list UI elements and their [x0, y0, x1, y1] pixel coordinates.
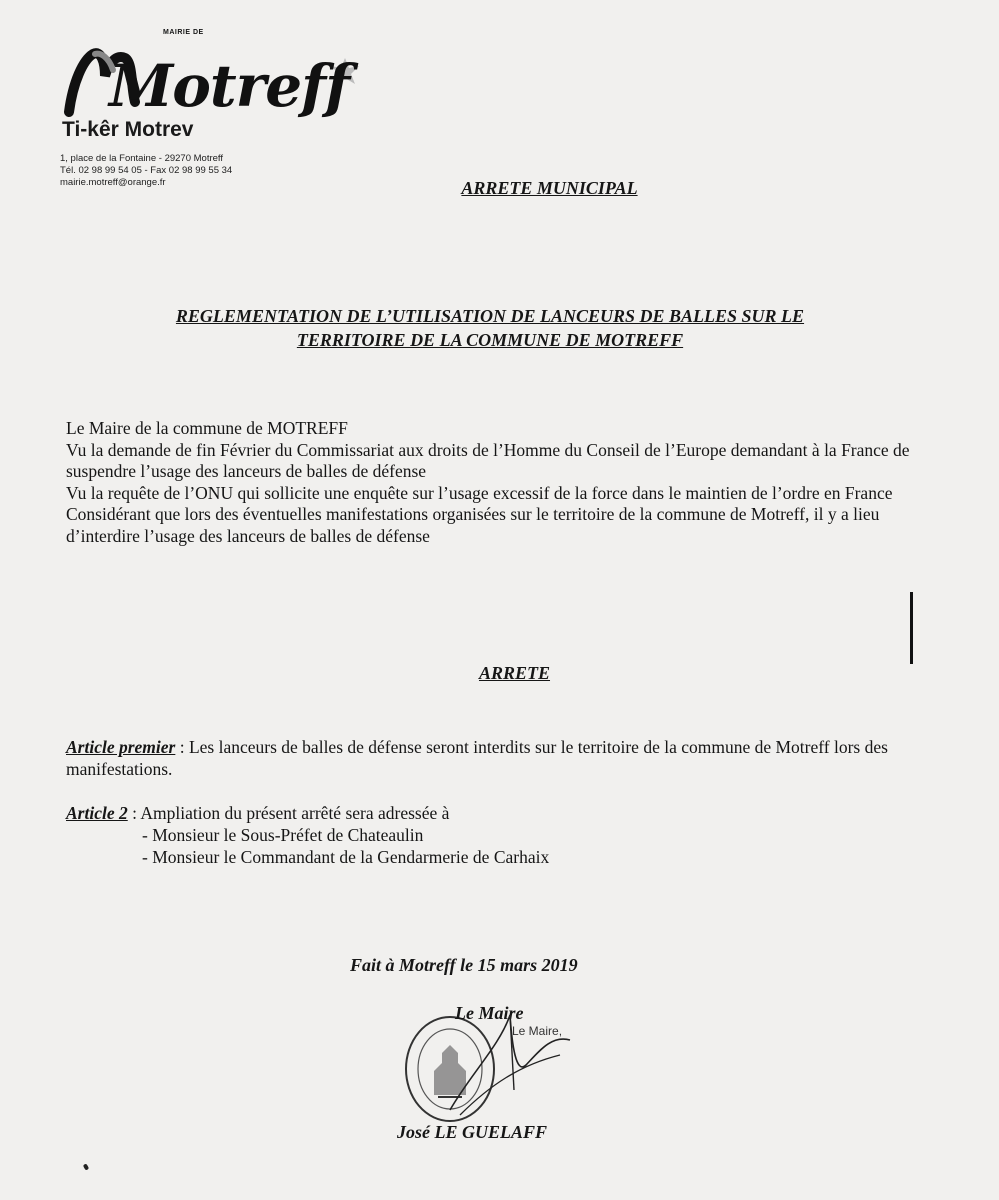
preamble-line: Considérant que lors des éventuelles manifestations organisées sur le territoire de la commune de Motreff, il y a lieu d’interdire l’usage des lanceurs de balles de défense	[66, 504, 880, 546]
phone-fax-line: Tél. 02 98 99 54 05 - Fax 02 98 99 55 34	[60, 165, 233, 176]
preamble-line: Le Maire de la commune de MOTREFF	[66, 418, 348, 438]
breton-town-name: Ti-kêr Motrev	[62, 118, 194, 141]
stamp-caption: Le Maire,	[512, 1024, 563, 1038]
place-and-date: Fait à Motreff le 15 mars 2019	[350, 955, 578, 975]
decree-heading-text: ARRETE	[478, 663, 551, 683]
logo-mairie-de: MAIRIE DE	[163, 29, 204, 36]
subject-line-1: REGLEMENTATION DE L’UTILISATION DE LANCEURS DE BALLES SUR LE	[175, 306, 805, 326]
article-2	[66, 802, 926, 824]
scan-speck	[83, 1163, 89, 1170]
subject-line-2: TERRITOIRE DE LA COMMUNE DE MOTREFF	[296, 330, 684, 350]
article-1	[66, 736, 926, 780]
preamble	[66, 418, 926, 547]
article-1-text: : Les lanceurs de balles de défense seront interdits sur le territoire de la commune de Motreff lors des manifestations.	[66, 737, 888, 779]
recipient-item: - Monsieur le Commandant de la Gendarmerie de Carhaix	[142, 847, 550, 867]
recipient-list	[66, 824, 926, 868]
subject-title	[90, 304, 890, 352]
articles	[66, 736, 926, 868]
email-line: mairie.motreff@orange.fr	[60, 177, 166, 188]
signatory-name: José LE GUELAFF	[397, 1122, 548, 1142]
article-2-text: : Ampliation du présent arrêté sera adressée à	[127, 803, 450, 823]
preamble-line: Vu la demande de fin Février du Commissariat aux droits de l’Homme du Conseil de l’Europe demandant à la France de suspendre l’usage des lanceurs de balles de défense	[66, 439, 910, 481]
article-1-label: Article premier	[66, 737, 176, 757]
preamble-line: Vu la requête de l’ONU qui sollicite une enquête sur l’usage excessif de la force dans le maintien de l’ordre en France	[66, 482, 893, 503]
signatory-title: Le Maire	[455, 1003, 524, 1023]
recipient-item: - Monsieur le Sous-Préfet de Chateaulin	[142, 825, 424, 845]
motreff-logo-icon	[55, 29, 365, 127]
decree-heading	[0, 663, 999, 684]
heading-text: ARRETE MUNICIPAL	[461, 178, 638, 198]
document-heading	[0, 178, 999, 199]
logo-town-name: Motreff	[109, 52, 350, 120]
handwritten-signature-icon	[430, 1005, 580, 1125]
address-line: 1, place de la Fontaine - 29270 Motreff	[60, 153, 224, 164]
margin-mark	[910, 592, 913, 664]
article-2-label: Article 2	[66, 803, 128, 823]
